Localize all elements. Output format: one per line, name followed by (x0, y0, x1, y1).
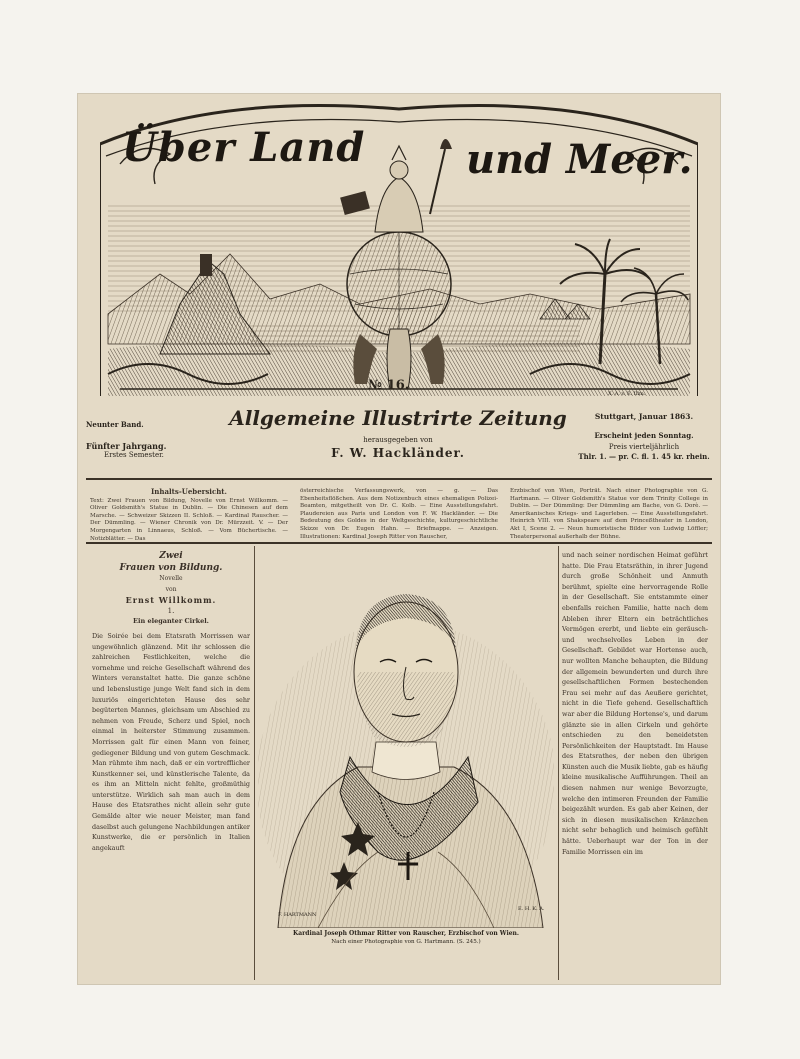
chapter-title: Ein eleganter Cirkel. (133, 617, 209, 626)
story-author: Ernst Willkomm. (125, 595, 217, 606)
contents-column-3 (510, 488, 708, 541)
volume-info (86, 420, 186, 460)
contents-text-2: österreichische Verfassungswerk, von — g. — Das Ebenheitsflößchen. Aus dem Notizenbuch eines ehemaligen Polizei-Beamten, mitgetheilt von Dr. C. Kolb. — Eine Ausstellungsfahrt. Plaudereien aus Paris und London von F. W. Hackländer. — Die Bedeutung des Goldes in der Weltgeschichte, kulturgeschichtliche Skizze von Dr. Eugen Hahn. — Briefmappe. — Anzeigen. Illustrationen: Kardinal Joseph Ritter von Rauscher, (300, 488, 498, 540)
issue-number: № 16. (368, 378, 410, 393)
cardinal-portrait (258, 552, 554, 928)
contents-heading: Inhalts-Uebersicht. (151, 487, 227, 496)
column-divider-left (254, 546, 255, 980)
editor-name: F. W. Hackländer. (331, 446, 465, 460)
portrait-caption: Kardinal Joseph Othmar Ritter von Rauscher, Erzbischof von Wien. (293, 930, 519, 937)
story-text-right: und nach seiner nordischen Heimat geführt hatte. Die Frau Etatsräthin, in ihrer Jugend durch große Schönheit und Anmuth berühmt, spielte eine hervorragende Rolle in der Gesellschaft. Sie entstammte einer ebenfalls reichen Familie, hatte nach dem Ableben ihrer Eltern ein beträchtliches Vermögen ererbt, und liebte ein geräusch- und wechselvolles Leben in der Gesellschaft. Gebildet war Hortense auch, nur wollten Manche behaupten, die Bildung der allgemein bewunderten und durch ihre gesellschaftlichen Formen bestechenden Frau sei mehr auf das Aeußere gerichtet, nicht in die Tiefe gehend. Gesellschaftlich war aber die Bildung Hortense's, und darum glänzte sie in allen Cirkeln und gehörte entschieden zu den beneidetsten Persönlichkeiten der Hauptstadt. Im Hause des Etatsrathes, der neben den übrigen Künsten auch die Musik liebte, gab es häufig kleine musikalische Aufführungen. Theil an diesen nahmen nur wenige Bevorzugte, welche den intimeren Freunden der Familie beigezählt wurden. Es gab aber Keinen, der sich in diesen musikalischen Kränzchen nicht sehr behaglich und heimisch gefühlt hätte. Ueberhaupt war der Ton in der Familie Morrissen ein im (562, 551, 708, 856)
engraving-signature-left: F. HARTMANN (278, 912, 317, 918)
masthead-title-left: Über Land (122, 124, 366, 171)
story-title-line1: Zwei (159, 551, 183, 561)
editor-label: herausgegeben von (363, 436, 433, 444)
masthead-title-right: und Meer. (466, 136, 693, 183)
contents-rule (86, 542, 712, 544)
contents-column-2 (300, 488, 498, 541)
price: Thlr. 1. — pr. C. fl. 1. 45 kr. rhein. (578, 452, 710, 461)
engraver-signature: X. A. v. E. Illm. (608, 391, 646, 397)
frequency: Erscheint jeden Sonntag. (594, 431, 694, 440)
story-column-right (562, 550, 708, 980)
story-text-left: Die Soirée bei dem Etatsrath Morrissen war ungewöhnlich glänzend. Mit ihr schlossen die zahlreichen Festlichkeiten, welche die vornehme und reiche Gesellschaft während des Winters veranstaltet hatte. Die ganze schöne und lebenslustige junge Welt fand sich in dem luxuriös eingerichteten Hause des sehr begüterten Mannes, gleichsam um Abschied zu nehmen von Freude, Scherz und Spiel, noch einmal in heiterster Stimmung zusammen. Morrissen galt für einen Mann von feiner, gediegener Bildung und von gutem Geschmack. Man rühmte ihm nach, daß er ein vortrefflicher Kunstkenner sei, und künstlerische Talente, da es ihm an Mitteln nicht fehlte, großmüthig unterstütze. Wirklich sah man auch in dem Hause des Etatsrathes nicht allein sehr gute Gemälde alter wie neuer Meister, man fand daselbst auch gelungene Nachbildungen antiker Kunstwerke, die er persönlich in Italien angekauft (92, 631, 250, 852)
semester-label: Erstes Semester. (104, 451, 164, 459)
place-date: Stuttgart, Januar 1863. (594, 412, 694, 421)
story-column-left (92, 550, 250, 980)
publication-info (574, 412, 714, 461)
contents-column-1 (90, 488, 288, 543)
year-label: Fünfter Jahrgang. (86, 441, 167, 451)
newspaper-page (78, 94, 720, 984)
contents-text-1: Text: Zwei Frauen von Bildung, Novelle von Ernst Willkomm. — Oliver Goldsmith's Statue in Dublin. — Die Chinesen auf dem Marsche. — Schweizer Skizzen II. Schloß. — Kardinal Rauscher. — Der Dümmling. — Wiener Chronik von Dr. Mürzzeit. V. — Der Morgengarten in Linnaeus, Schloß. — Vom Büchertische. — Notizblätter. — Das (90, 497, 288, 542)
volume-label: Neunter Band. (86, 420, 144, 429)
story-by: von (165, 585, 177, 593)
engraving-signature-right: E. H. K. A. (518, 906, 545, 912)
column-divider-right (558, 546, 559, 980)
portrait-credit: Nach einer Photographie von G. Hartmann. (S. 245.) (331, 939, 481, 945)
story-title-line2: Frauen von Bildung. (119, 563, 223, 573)
contents-text-3: Erzbischof von Wien, Porträt. Nach einer Photographie von G. Hartmann. — Oliver Goldsmith's Statue vor dem Trinity College in Dublin. — Der Dümmling: Der Dümmling am Bache, von G. Dorè. — Amerikanisches Kriegs- und Lagerleben. — Eine Ausstellungsfahrt. Heinrich VIII. von Shakspeare auf dem Princeßtheater in London, Akt I, Scene 2. — Neun humoristische Bilder von Ludwig Löffler; Theaterpersonal außerhalb der Bühne. (510, 488, 708, 540)
price-label: Preis vierteljährlich (608, 443, 680, 451)
story-genre: Novelle (159, 575, 183, 582)
chapter-number: 1. (167, 606, 175, 615)
header-rule (86, 478, 712, 480)
newspaper-subtitle: Allgemeine Illustrirte Zeitung (229, 406, 567, 430)
